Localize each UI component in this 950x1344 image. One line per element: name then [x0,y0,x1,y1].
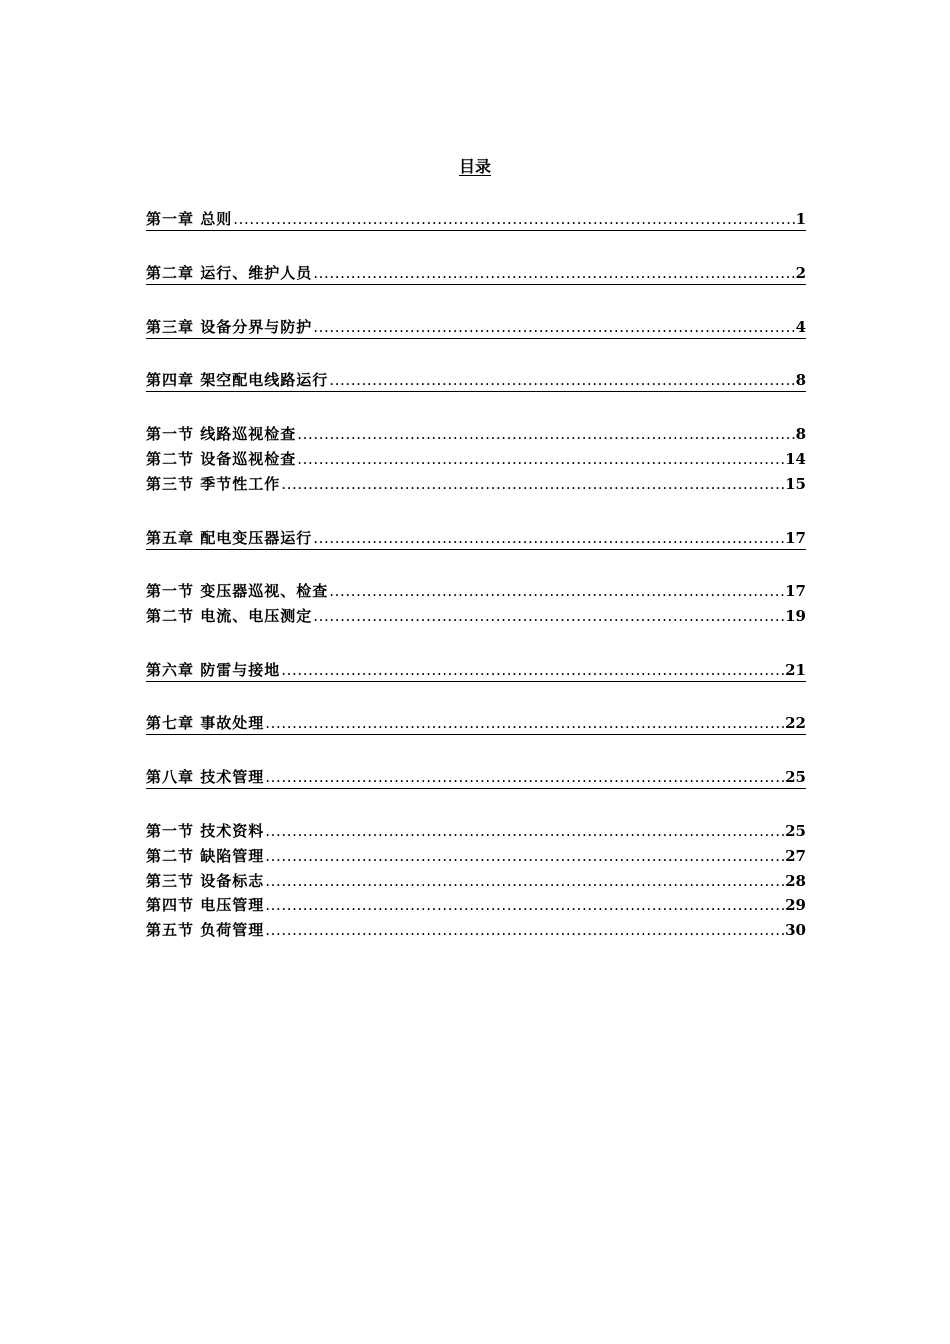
toc-leader-dots [265,894,784,916]
toc-leader-dots [281,473,784,495]
toc-entry-page: 28 [785,872,806,890]
toc-entry-label: 第四章 架空配电线路运行 [146,371,329,389]
toc-entry-section-4-2[interactable] [146,448,806,470]
toc-leader-dots [313,316,794,338]
toc-entry-label: 第二节 电流、电压测定 [146,607,313,625]
toc-entry-label: 第三章 设备分界与防护 [146,318,313,336]
toc-entry-label: 第五章 配电变压器运行 [146,529,313,547]
toc-entry-section-5-1[interactable] [146,580,806,602]
toc-leader-dots [265,820,784,842]
toc-leader-dots [329,580,784,602]
toc-entry-page: 4 [795,318,806,336]
toc-entry-section-8-3[interactable] [146,870,806,892]
toc-entry-page: 27 [785,847,806,865]
toc-entry-label: 第一节 变压器巡视、检查 [146,582,329,600]
toc-leader-dots [297,423,794,445]
toc-entry-page: 29 [785,896,806,914]
toc-entry-label: 第六章 防雷与接地 [146,661,281,679]
toc-leader-dots [233,208,794,230]
toc-entry-label: 第三节 设备标志 [146,872,265,890]
toc-leader-dots [313,262,794,284]
toc-entry-page: 17 [785,582,806,600]
toc-leader-dots [313,605,784,627]
toc-leader-dots [265,919,784,941]
toc-leader-dots [265,845,784,867]
toc-entry-chapter-8[interactable] [146,766,806,789]
toc-leader-dots [265,766,784,788]
toc-entry-label: 第三节 季节性工作 [146,475,281,493]
toc-entry-chapter-3[interactable] [146,316,806,339]
toc-entry-chapter-5[interactable] [146,527,806,550]
toc-entry-label: 第四节 电压管理 [146,896,265,914]
toc-title [0,154,950,177]
toc-entry-label: 第二节 设备巡视检查 [146,450,297,468]
toc-entry-page: 30 [785,921,806,939]
toc-entry-label: 第七章 事故处理 [146,714,265,732]
toc-entry-chapter-2[interactable] [146,262,806,285]
toc-entry-page: 2 [795,264,806,282]
toc-entry-label: 第五节 负荷管理 [146,921,265,939]
toc-leader-dots [281,659,784,681]
toc-entry-page: 8 [795,425,806,443]
toc-entry-page: 22 [785,714,806,732]
toc-entry-section-8-4[interactable] [146,894,806,916]
toc-entry-page: 15 [785,475,806,493]
toc-entry-page: 21 [785,661,806,679]
toc-leader-dots [329,369,794,391]
toc-entry-chapter-7[interactable] [146,712,806,735]
toc-entry-chapter-6[interactable] [146,659,806,682]
toc-entry-page: 8 [795,371,806,389]
toc-entry-label: 第八章 技术管理 [146,768,265,786]
toc-entry-label: 第一章 总则 [146,210,233,228]
toc-entry-chapter-1[interactable] [146,208,806,231]
toc-entry-label: 第二章 运行、维护人员 [146,264,313,282]
toc-entry-section-8-5[interactable] [146,919,806,941]
toc-leader-dots [265,712,784,734]
toc-entry-page: 1 [795,210,806,228]
toc-entry-page: 17 [785,529,806,547]
toc-entry-section-4-3[interactable] [146,473,806,495]
toc-leader-dots [297,448,784,470]
toc-entry-section-4-1[interactable] [146,423,806,445]
toc-entry-section-5-2[interactable] [146,605,806,627]
toc-entry-chapter-4[interactable] [146,369,806,392]
toc-entry-page: 25 [785,768,806,786]
toc-entry-section-8-1[interactable] [146,820,806,842]
toc-entry-page: 25 [785,822,806,840]
toc-leader-dots [313,527,784,549]
toc-entry-page: 14 [785,450,806,468]
toc-entry-page: 19 [785,607,806,625]
toc-title-text: 目录 [458,157,491,176]
toc-leader-dots [265,870,784,892]
toc-entry-label: 第一节 技术资料 [146,822,265,840]
toc-entry-label: 第二节 缺陷管理 [146,847,265,865]
toc-entry-label: 第一节 线路巡视检查 [146,425,297,443]
toc-entry-section-8-2[interactable] [146,845,806,867]
